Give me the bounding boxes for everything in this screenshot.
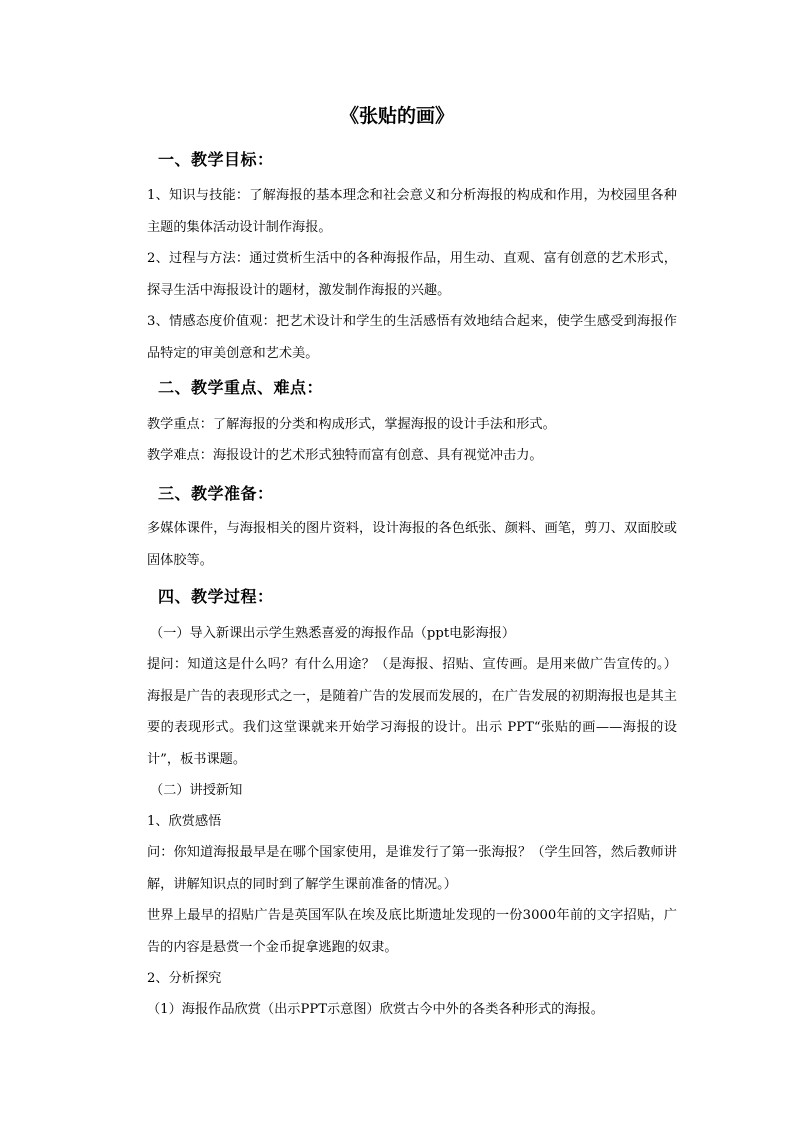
paragraph-analysis: 2、分析探究 [147,971,222,986]
paragraph-appreciation: 1、欣赏感悟 [147,814,222,829]
document-title: 《张贴的画》 [339,105,454,127]
paragraph-poster-appreciation: （1）海报作品欣赏（出示PPT示意图）欣赏古今中外的各类各种形式的海报。 [147,1002,604,1017]
paragraph-new-knowledge: （二）讲授新知 [150,783,243,798]
paragraph-difficult-point: 教学难点：海报设计的艺术形式独特而富有创意、具有视觉冲击力。 [147,448,543,463]
paragraph-history-fact: 世界上最早的招贴广告是英国军队在埃及底比斯遗址发现的一份3000年前的文字招贴，广告的内容是悬赏一个金币捉拿逃跑的奴隶。 [147,908,677,955]
paragraph-process-methods: 2、过程与方法：通过赏析生活中的各种海报作品，用生动、直观、富有创意的艺术形式，探寻生活中海报设计的题材，激发制作海报的兴趣。 [147,251,677,298]
section-heading-preparation: 三、教学准备： [158,484,274,503]
section-heading-key-points: 二、教学重点、难点： [158,378,324,397]
paragraph-knowledge-skills: 1、知识与技能：了解海报的基本理念和社会意义和分析海报的构成和作用，为校园里各种主题的集体活动设计制作海报。 [147,188,677,235]
paragraph-history-question: 问：你知道海报最早是在哪个国家使用，是谁发行了第一张海报？（学生回答，然后教师讲解，讲解知识点的同时到了解学生课前准备的情况。） [147,845,677,892]
paragraph-intro: （一）导入新课出示学生熟悉喜爱的海报作品（ppt电影海报） [150,626,516,641]
paragraph-preparation: 多媒体课件，与海报相关的图片资料，设计海报的各色纸张、颜料、画笔，剪刀、双面胶或固体胶等。 [147,521,677,568]
paragraph-key-point: 教学重点：了解海报的分类和构成形式，掌握海报的设计手法和形式。 [147,417,556,432]
section-heading-process: 四、教学过程： [158,587,274,606]
paragraph-question: 提问：知道这是什么吗？有什么用途？（是海报、招贴、宣传画。是用来做广告宣传的。）海报是广告的表现形式之一，是随着广告的发展而发展的，在广告发展的初期海报也是其主要的表现形式。我们这堂课就来开始学习海报的设计。出示 PPT“张贴的画——海报的设计”，板书课题。 [147,657,677,767]
section-heading-objectives: 一、教学目标： [158,150,274,169]
paragraph-emotion-values: 3、情感态度价值观：把艺术设计和学生的生活感悟有效地结合起来，使学生感受到海报作品特定的审美创意和艺术美。 [147,314,677,361]
